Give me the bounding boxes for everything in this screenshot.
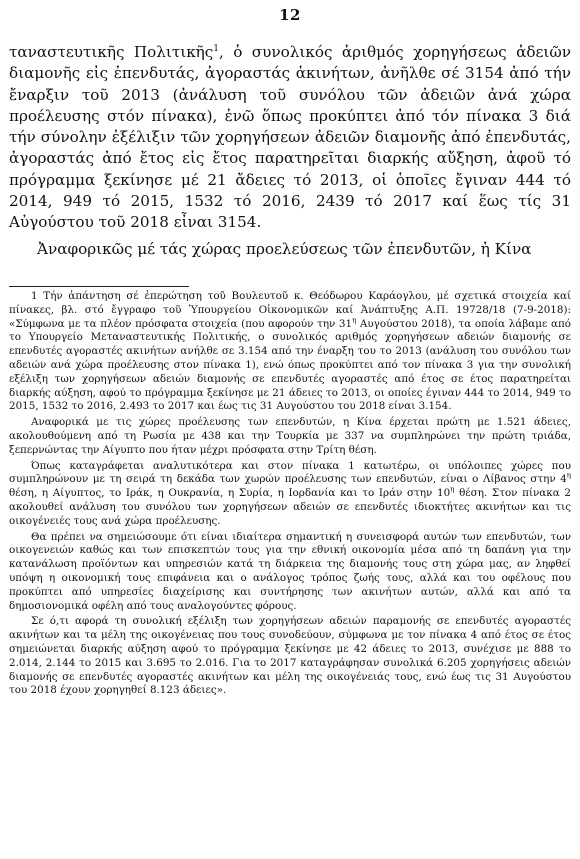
body-paragraph-1-start: ταναστευτικῆς Πολιτικῆς — [9, 43, 214, 61]
footnote-paragraph-4: Θα πρέπει να σημειώσουμε ότι είναι ιδιαίτερα σημαντική η συνεισφορά αυτών των επενδυτών, των οικογενειών καθώς και των επισκεπτών τους για την εθνική οικονομία μέσα από τη δαπάνη για την κατανάλωση προϊόντων και υπηρεσιών κατά τη διάρκεια της διαμονής τους στη χώρα μας, αν ληφθεί υπόψη η οικονομική τους επιφάνεια και ο ανάλογος τρόπος ζωής τους, αλλά και του οφέλους που προκύπτει από υπηρεσίες διαχείρισης και συντήρησης των ακινήτων αυτών, αλλά και από τα δημοσιονομικά οφέλη από τους αναλογούντες φόρους. — [9, 530, 571, 612]
ordinal-superscript: η — [566, 471, 571, 480]
footnote-paragraph-1 — [9, 290, 571, 414]
footnote-paragraph-3-part-b: θέση, η Αίγυπτος, το Ιράκ, η Ουκρανία, η Συρία, η Ιορδανία και το Ιράν στην 10 — [9, 487, 451, 500]
footnote-paragraph-3-part-a: Όπως καταγράφεται αναλυτικότερα και στον πίνακα 1 κατωτέρω, οι υπόλοιπες χώρες που συμπληρώνουν με τη σειρά τη δεκάδα των χωρών προέλευσης των επενδυτών, είναι ο Λίβανος στην 4 — [9, 459, 571, 486]
footnote-paragraph-1-start: 1 Τήν ἀπάντηση σέ ἐπερώτηση τοῦ Βουλευτοῦ κ. Θεόδωρου Καράογλου, μέ σχετικά στοιχεία καί πίνακες, βλ. στό ἔγγραφο τοῦ Ὑπουργείου Οἰκονομικῶν καί Ἀνάπτυξης Α.Π. 19728/18 (7-9-2018): «Σύμφωνα με τα πλέον πρόσφατα στοιχεία (που αφορούν την 31 — [9, 290, 571, 330]
footnote-paragraph-2: Αναφορικά με τις χώρες προέλευσης των επενδυτών, η Κίνα έρχεται πρώτη με 1.521 άδειες, ακολουθούμενη από τη Ρωσία με 438 και την Τουρκία με 337 να συμπληρώνει την πρώτη τριάδα, ξεπερνώντας την Αίγυπτο που ήταν μέχρι πρόσφατα στην Τρίτη θέση. — [9, 416, 571, 456]
main-body-text — [9, 42, 571, 260]
footnote-paragraph-5: Σε ό,τι αφορά τη συνολική εξέλιξη των χορηγήσεων αδειών παραμονής σε επενδυτές αγοραστές ακινήτων και τα μέλη της οικογένειας που τους συνοδεύουν, σύμφωνα με τον πίνακα 4 από έτος σε έτος σημειώνεται διαρκής αύξηση αφού το πρόγραμμα ξεκίνησε με 42 άδειες το 2013, συνέχισε με 888 το 2.014, 2.144 το 2015 και 3.695 το 2.016. Για το 2017 καταγράφησαν συνολικά 6.205 χορηγήσεις αδειών διαμονής σε επενδυτές αγοραστές ακινήτων και μέλη της οικογένειάς τους, ενώ έως τις 31 Αυγούστου του 2018 έχουν χορηγηθεί 8.123 άδειες». — [9, 615, 571, 697]
ordinal-superscript: η — [352, 316, 357, 325]
body-paragraph-1-rest: , ὁ συνολικός ἀριθμός χορηγήσεως ἀδειῶν διαμονῆς εἰς ἐπενδυτάς, ἀγοραστάς ἀκινήτων, ἀνῆλθε σέ 3154 ἀπό τήν ἔναρξιν τοῦ 2013 (ἀνάλυση τοῦ συνόλου τῶν ἀδειῶν ἀνά χώρα προέλευσης στόν πίνακα), ἐνῶ ὅπως προκύπτει ἀπό τόν πίνακα 3 διά τήν σύνολην ἐξέλιξιν τῶν χορηγήσεων ἀδειῶν διαμονῆς ἀπό ἐπενδυτάς, ἀγοραστάς ἀπό ἔτος εἰς ἔτος παρατηρεῖται διαρκής αὔξηση, ἀφοῦ τό πρόγραμμα ξεκίνησε μέ 21 ἄδειες τό 2013, οἱ ὁποῖες ἔγιναν 444 τό 2014, 949 τό 2015, 1532 τό 2016, 2439 τό 2017 καί ἕως τίς 31 Αὐγούστου τοῦ 2018 εἶναι 3154. — [9, 43, 571, 232]
body-paragraph-1 — [9, 42, 571, 234]
page-number: 12 — [279, 6, 301, 24]
footnote-reference[interactable]: 1 — [213, 43, 220, 54]
body-paragraph-2: Ἀναφορικῶς μέ τάς χώρας προελεύσεως τῶν ἐπενδυτῶν, ἡ Κίνα — [37, 239, 532, 258]
footnote-paragraph-3-part-c: θέση. Στον πίνακα 2 ακολουθεί ανάλυση του συνόλου των χορηγήσεων αδειών σε επενδυτές ιδιοκτήτες ακινήτων και τις οικογένειές τους ανά χώρα προέλευσης. — [9, 487, 572, 527]
footnote-paragraph-3 — [9, 460, 571, 529]
ordinal-superscript: η — [450, 485, 455, 494]
footnote-block — [9, 290, 571, 698]
footnote-paragraph-1-rest: Αυγούστου 2018), τα οποία λάβαμε από το Υπουργείο Μεταναστευτικής Πολιτικής, ο συνολικός αριθμός χορηγήσεων αδειών διαμονής σε επενδυτές αγοραστές ακινήτων ανήλθε σε 3.154 από την έναρξη του το 2013 (ανάλυση του συνόλου των αδειών ανά χώρα προέλευσης στον πίνακα 1), ενώ όπως προκύπτει από τον πίνακα 3 για την συνολική εξέλιξη των χορηγήσεων αδειών διαμονής σε επενδυτές αγοραστές από έτος σε έτος παρατηρείται διαρκής αύξηση, αφού το πρόγραμμα ξεκίνησε με 21 άδειες το 2013, οι οποίες έγιναν 444 το 2014, 949 το 2015, 1532 το 2016, 2.493 το 2017 και έως τις 31 Αυγούστου του 2018 είναι 3.154. — [9, 317, 571, 413]
footnote-separator — [9, 286, 189, 287]
